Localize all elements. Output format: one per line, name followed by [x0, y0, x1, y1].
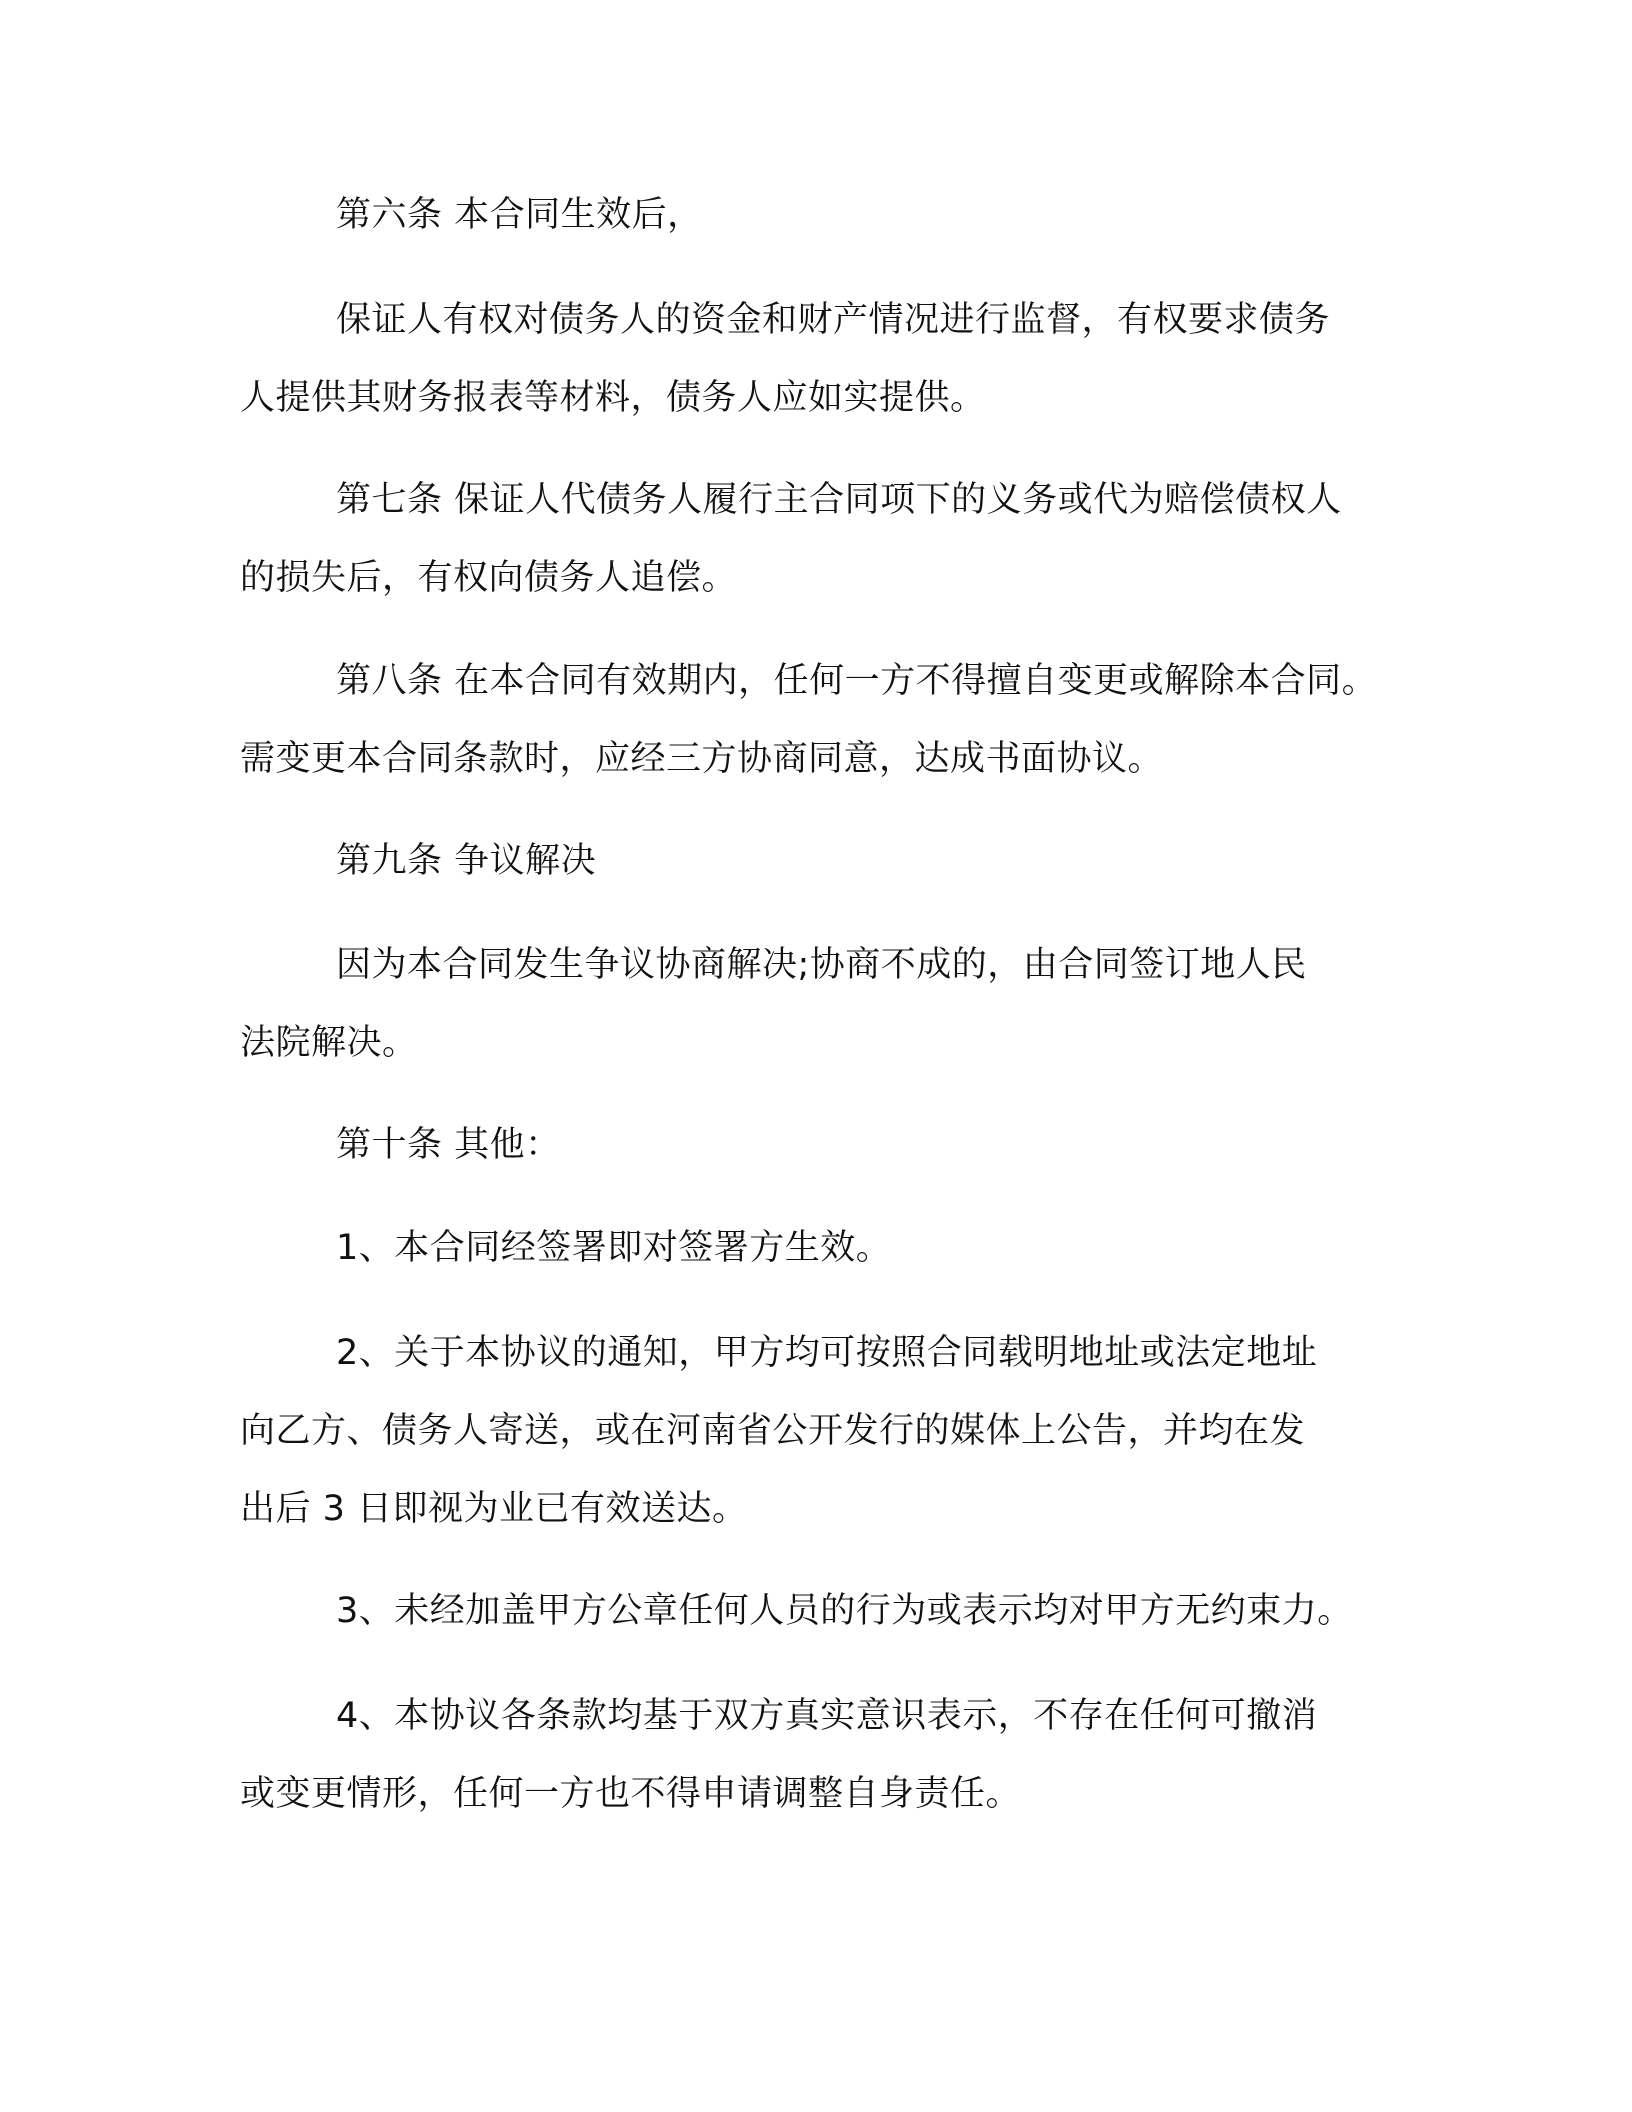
- text-line: 第十条 其他：: [336, 1125, 561, 1165]
- text-line: 3、未经加盖甲方公章任何人员的行为或表示均对甲方无约束力。: [336, 1591, 1353, 1631]
- text-line: 出后 3 日即视为业已有效送达。: [240, 1489, 748, 1529]
- article-10-item-2: [240, 1314, 1400, 1548]
- article-6-heading: [240, 176, 1400, 254]
- text-line: 4、本协议各条款均基于双方真实意识表示，不存在任何可撤消: [336, 1696, 1318, 1736]
- text-line: 需变更本合同条款时，应经三方协商同意，达成书面协议。: [240, 739, 1164, 779]
- text-line: 第七条 保证人代债务人履行主合同项下的义务或代为赔偿债权人: [336, 480, 1342, 520]
- text-line: 法院解决。: [240, 1023, 418, 1063]
- article-10-item-1: [240, 1209, 1400, 1287]
- text-line: 人提供其财务报表等材料，债务人应如实提供。: [240, 378, 986, 418]
- text-line: 第九条 争议解决: [336, 841, 597, 881]
- text-line: 2、关于本协议的通知，甲方均可按照合同载明地址或法定地址: [336, 1333, 1318, 1373]
- article-9-heading: [240, 822, 1400, 900]
- article-10-item-3: [240, 1572, 1400, 1650]
- text-line: 1、本合同经签署即对签署方生效。: [336, 1228, 892, 1268]
- article-10-item-4: [240, 1677, 1400, 1833]
- article-8: [240, 642, 1400, 798]
- text-line: 保证人有权对债务人的资金和财产情况进行监督，有权要求债务: [336, 300, 1331, 340]
- text-line: 的损失后，有权向债务人追偿。: [240, 558, 738, 598]
- text-line: 或变更情形，任何一方也不得申请调整自身责任。: [240, 1774, 1022, 1814]
- text-line: 第八条 在本合同有效期内，任何一方不得擅自变更或解除本合同。: [336, 661, 1378, 701]
- text-line: 因为本合同发生争议协商解决;协商不成的，由合同签订地人民: [336, 945, 1307, 985]
- text-line: 第六条 本合同生效后，: [336, 195, 703, 235]
- article-9-body: [240, 926, 1400, 1082]
- article-7: [240, 461, 1400, 617]
- article-6-body: [240, 281, 1400, 437]
- article-10-heading: [240, 1106, 1400, 1184]
- text-line: 向乙方、债务人寄送，或在河南省公开发行的媒体上公告，并均在发: [240, 1411, 1306, 1451]
